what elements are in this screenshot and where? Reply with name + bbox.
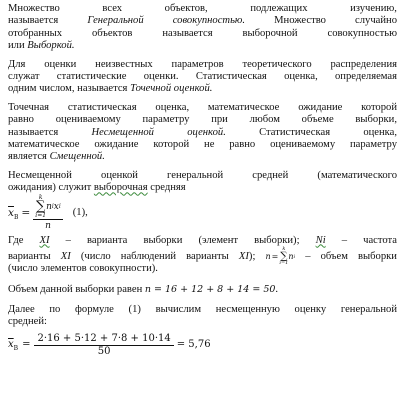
term-point-estimate: Точечной оценкой. bbox=[130, 83, 213, 95]
text-line: одним числом, называется Точечной оценкой. bbox=[8, 83, 213, 95]
text-line: Несмещенной оценкой генеральной средней (математического bbox=[8, 169, 397, 181]
fraction-numerator: 2·16 + 5·12 + 7·8 + 10·14 bbox=[34, 333, 173, 346]
text-line: Для оценки неизвестных параметров теоретического распределения bbox=[8, 58, 397, 70]
variable-xi: XI bbox=[39, 234, 50, 246]
text-line: Точечная статистическая оценка, математическое ожидание которой bbox=[8, 101, 397, 113]
fraction-denominator: 50 bbox=[97, 346, 111, 358]
text-line: отобранных объектов называется выборочной совокупностью bbox=[8, 27, 397, 39]
term-general: Генеральной bbox=[87, 15, 144, 27]
formula-n-sum: n = 16 + 12 + 8 + 14 = 50 bbox=[144, 283, 276, 295]
variable-ni: Ni bbox=[315, 234, 326, 246]
formula-lhs: $\overline{x}_В$ bbox=[8, 206, 19, 221]
text-line: Далее по формуле (1) вычислим несмещенную оценку генеральной bbox=[8, 303, 397, 315]
paragraph-sample-mean bbox=[8, 170, 397, 195]
text-line: Множество всех объектов, подлежащих изучению, bbox=[8, 3, 397, 14]
paragraph-unbiased bbox=[8, 102, 397, 164]
sigma-symbol: ∑ bbox=[36, 198, 46, 214]
formula-fraction bbox=[34, 333, 173, 359]
formula-sample-mean bbox=[8, 193, 397, 231]
formula-lhs: $\overline{x}_В$ bbox=[8, 339, 19, 353]
paragraph-sample-size bbox=[8, 284, 397, 296]
text-line: служат статистические оценки. Статистическая оценка, определяемая bbox=[8, 71, 397, 83]
equals-sign: = bbox=[21, 207, 31, 220]
text-line: называется Несмещенной оценкой. Статистическая оценка, bbox=[8, 126, 398, 138]
text-line: ожидания) служит выборочная средняя bbox=[8, 182, 186, 194]
term-biased: Смещенной. bbox=[49, 151, 105, 163]
text-line: является Смещенной. bbox=[8, 151, 105, 163]
spellcheck-word: выборочная bbox=[93, 182, 148, 194]
term-sample: Выборкой. bbox=[27, 40, 75, 52]
term-unbiased: Несмещенной bbox=[91, 126, 154, 138]
text-line: Объем данной выборки равен n = 16 + 12 + 8 + 14 = 50. bbox=[8, 283, 279, 295]
text-line: (число элементов совокупности). bbox=[8, 263, 158, 275]
text-line: называется Генеральной совокупностью. Множество случайно bbox=[8, 15, 397, 27]
formula-fraction: k ∑ i=1 n i x i n bbox=[35, 193, 61, 231]
formula-number: (1), bbox=[72, 207, 88, 219]
text-line: варианты XI (число наблюдений варианты XI); n = k ∑ i=1 n i – объем выборки bbox=[8, 246, 397, 267]
paragraph-point-estimate bbox=[8, 59, 397, 96]
paragraph-general-population bbox=[8, 3, 397, 53]
text-line: математическое ожидание которой не равно оцениваемому параметру bbox=[8, 139, 397, 151]
formula-sample-size: n = k ∑ i=1 n i bbox=[265, 246, 296, 267]
paragraph-variants bbox=[8, 235, 397, 276]
paragraph-compute bbox=[8, 304, 397, 329]
text-line: равно оцениваемому параметру при любом объеме выборки, bbox=[8, 114, 397, 126]
text-line: средней: bbox=[8, 316, 47, 328]
formula-result: $\overline{x}_В$ = $\frac{2\cdot 16 + 5\cdot 12 + 7\cdot 8 + 10\cdot 14}{50}$ = 5,76 bbox=[8, 332, 211, 358]
text-line: Где XI – варианта выборки (элемент выборки); Ni – частота bbox=[8, 234, 397, 246]
text-line: или Выборкой. bbox=[8, 40, 75, 52]
formula-result-value: = 5,76 bbox=[176, 339, 211, 351]
